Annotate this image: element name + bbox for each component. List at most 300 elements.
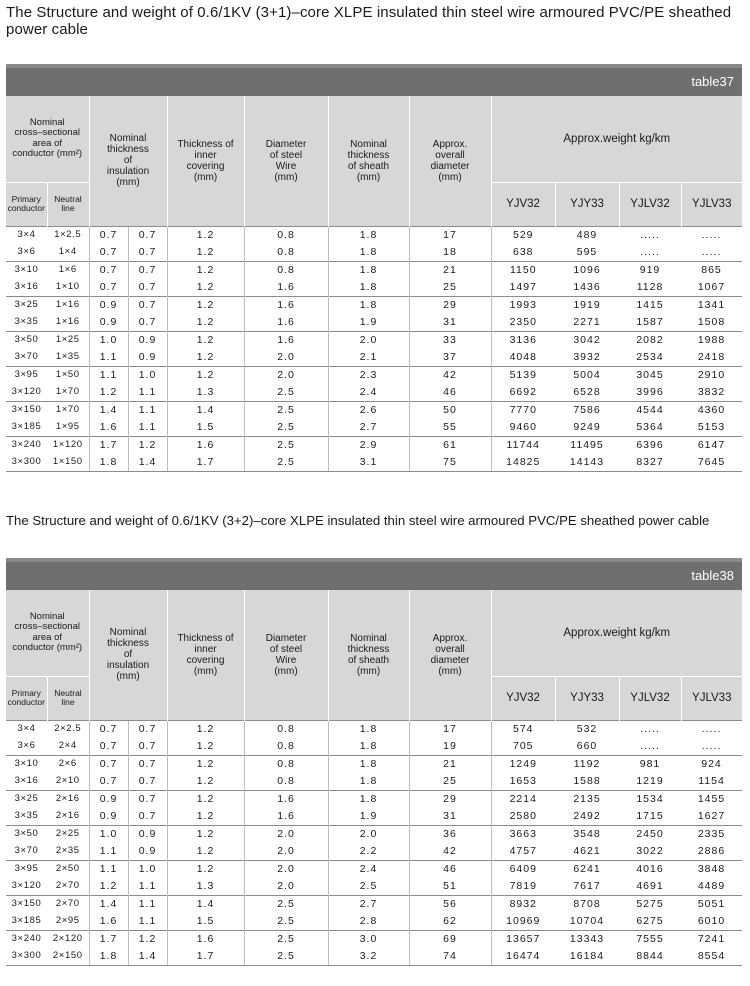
cell-primary-conductor: 3×10 bbox=[6, 261, 47, 278]
cell-weight-yjv32: 8932 bbox=[491, 895, 555, 912]
cell-sheath-thickness: 2.6 bbox=[328, 401, 409, 418]
cell-inner-covering: 1.5 bbox=[167, 418, 244, 436]
cell-weight-yjv32: 1150 bbox=[491, 261, 555, 278]
cell-weight-yjlv32: 7555 bbox=[619, 930, 681, 947]
cell-weight-yjy33: 489 bbox=[555, 226, 619, 243]
cell-neutral-line: 1×120 bbox=[47, 436, 89, 453]
cell-weight-yjv32: 574 bbox=[491, 720, 555, 737]
cell-primary-conductor: 3×4 bbox=[6, 226, 47, 243]
cell-insulation-primary: 0.7 bbox=[89, 772, 128, 790]
cell-weight-yjlv32: 919 bbox=[619, 261, 681, 278]
table-row bbox=[6, 860, 742, 877]
cell-inner-covering: 1.6 bbox=[167, 930, 244, 947]
cell-insulation-neutral: 0.9 bbox=[128, 348, 167, 366]
cell-weight-yjv32: 2350 bbox=[491, 313, 555, 331]
cell-inner-covering: 1.2 bbox=[167, 226, 244, 243]
cell-overall-diameter: 56 bbox=[409, 895, 491, 912]
cell-primary-conductor: 3×50 bbox=[6, 331, 47, 348]
cell-weight-yjlv33: 1154 bbox=[698, 774, 725, 787]
cell-insulation-neutral: 1.2 bbox=[128, 436, 167, 453]
table-row bbox=[6, 401, 742, 418]
cell-steel-wire-diameter: 0.8 bbox=[244, 261, 328, 278]
cell-inner-covering: 1.2 bbox=[167, 720, 244, 737]
cell-insulation-primary: 0.7 bbox=[89, 737, 128, 755]
cell-weight-yjv32: 9460 bbox=[491, 418, 555, 436]
cell-sheath-thickness: 2.8 bbox=[328, 912, 409, 930]
cell-weight-yjy33: 10704 bbox=[569, 914, 605, 927]
cell-insulation-primary: 0.9 bbox=[89, 313, 128, 331]
cell-steel-wire-diameter: 2.5 bbox=[244, 930, 328, 947]
cell-weight-yjy33: 595 bbox=[576, 245, 598, 258]
cell-inner-covering: 1.7 bbox=[167, 947, 244, 965]
cell-sheath-thickness: 2.7 bbox=[328, 895, 409, 912]
cell-weight-yjy33: 1192 bbox=[555, 755, 619, 772]
cell-inner-covering: 1.2 bbox=[167, 348, 244, 366]
cell-weight-yjlv32: ..... bbox=[619, 226, 681, 243]
cell-sheath-thickness: 3.1 bbox=[328, 453, 409, 471]
cell-primary-conductor: 3×95 bbox=[6, 366, 47, 383]
cell-steel-wire-diameter: 0.8 bbox=[244, 226, 328, 243]
cell-insulation-primary: 1.0 bbox=[89, 825, 128, 842]
cell-sheath-thickness: 3.0 bbox=[328, 930, 409, 947]
cell-weight-yjy33: 3932 bbox=[573, 350, 601, 363]
cell-overall-diameter: 18 bbox=[409, 243, 491, 261]
cell-weight-yjy33: 3042 bbox=[555, 331, 619, 348]
cell-steel-wire-diameter: 2.5 bbox=[244, 436, 328, 453]
cell-insulation-neutral: 0.9 bbox=[128, 331, 167, 348]
cell-insulation-neutral: 1.1 bbox=[128, 877, 167, 895]
cell-weight-yjlv33: 1988 bbox=[681, 331, 742, 348]
cell-insulation-primary: 0.7 bbox=[89, 261, 128, 278]
cell-inner-covering: 1.4 bbox=[167, 401, 244, 418]
cell-sheath-thickness: 2.4 bbox=[328, 860, 409, 877]
cell-overall-diameter: 74 bbox=[409, 947, 491, 965]
cell-insulation-primary: 1.2 bbox=[89, 383, 128, 401]
table-row bbox=[6, 226, 742, 243]
cell-weight-yjlv33: 1341 bbox=[681, 296, 742, 313]
cell-weight-yjlv33: 5051 bbox=[681, 895, 742, 912]
header-primary-conductor: Primary conductor bbox=[6, 182, 47, 226]
header-weight: Approx.weight kg/km bbox=[491, 96, 742, 182]
cell-overall-diameter: 61 bbox=[409, 436, 491, 453]
cell-weight-yjlv32: ..... bbox=[619, 720, 681, 737]
cell-weight-yjy33: 6241 bbox=[555, 860, 619, 877]
cell-weight-yjv32: 16474 bbox=[491, 947, 555, 965]
cell-sheath-thickness: 1.8 bbox=[328, 790, 409, 807]
cell-weight-yjv32: 6409 bbox=[491, 860, 555, 877]
cell-overall-diameter: 46 bbox=[409, 383, 491, 401]
cell-insulation-primary: 0.7 bbox=[89, 226, 128, 243]
cell-overall-diameter: 50 bbox=[409, 401, 491, 418]
cell-insulation-neutral: 1.0 bbox=[128, 366, 167, 383]
cell-inner-covering: 1.2 bbox=[167, 860, 244, 877]
cell-insulation-neutral: 1.1 bbox=[128, 418, 167, 436]
header-yjlv32: YJLV32 bbox=[619, 676, 681, 720]
cell-insulation-neutral: 0.7 bbox=[128, 313, 167, 331]
cell-weight-yjlv33: 7645 bbox=[681, 453, 742, 471]
header-primary-conductor: Primary conductor bbox=[6, 676, 47, 720]
cell-weight-yjy33: 13343 bbox=[555, 930, 619, 947]
cell-insulation-primary: 1.1 bbox=[89, 842, 128, 860]
cell-sheath-thickness: 1.8 bbox=[328, 772, 409, 790]
cell-weight-yjlv33: 3848 bbox=[681, 860, 742, 877]
cell-neutral-line: 1×150 bbox=[47, 453, 89, 471]
cell-weight-yjlv32: 981 bbox=[619, 755, 681, 772]
header-yjlv33: YJLV33 bbox=[681, 182, 742, 226]
table-row bbox=[6, 383, 742, 401]
header-sheath: Nominal thickness of sheath (mm) bbox=[328, 590, 409, 720]
cell-weight-yjv32: 1653 bbox=[491, 772, 555, 790]
cell-weight-yjy33: 1919 bbox=[555, 296, 619, 313]
cell-insulation-neutral: 0.7 bbox=[128, 737, 167, 755]
cell-insulation-primary: 0.7 bbox=[89, 720, 128, 737]
header-sheath: Nominal thickness of sheath (mm) bbox=[328, 96, 409, 226]
cell-weight-yjlv33: 2886 bbox=[697, 844, 726, 857]
cell-sheath-thickness: 2.9 bbox=[328, 436, 409, 453]
cell-primary-conductor: 3×300 bbox=[6, 947, 47, 965]
cell-insulation-primary: 1.4 bbox=[89, 401, 128, 418]
cell-sheath-thickness: 2.7 bbox=[328, 418, 409, 436]
table-row bbox=[6, 453, 742, 471]
cell-steel-wire-diameter: 2.0 bbox=[244, 842, 328, 860]
header-nominal-area: Nominal cross–sectional area of conductor (mm²) bbox=[6, 590, 89, 676]
table-label: table38 bbox=[691, 568, 734, 583]
cell-insulation-primary: 0.7 bbox=[89, 278, 128, 296]
cell-inner-covering: 1.2 bbox=[167, 737, 244, 755]
table-row bbox=[6, 261, 742, 278]
header-yjv32: YJV32 bbox=[491, 182, 555, 226]
cell-primary-conductor: 3×120 bbox=[11, 879, 42, 891]
cell-steel-wire-diameter: 2.5 bbox=[244, 947, 328, 965]
cell-neutral-line: 1×16 bbox=[47, 296, 89, 313]
cell-inner-covering: 1.2 bbox=[167, 278, 244, 296]
header-neutral-line: Neutral line bbox=[47, 676, 89, 720]
cell-overall-diameter: 29 bbox=[409, 790, 491, 807]
cell-overall-diameter: 17 bbox=[409, 720, 491, 737]
cell-weight-yjlv33: ..... bbox=[701, 739, 722, 752]
cell-neutral-line: 2×25 bbox=[47, 825, 89, 842]
cell-weight-yjy33: 2492 bbox=[573, 809, 601, 822]
cell-steel-wire-diameter: 2.5 bbox=[244, 453, 328, 471]
cell-primary-conductor: 3×10 bbox=[6, 755, 47, 772]
cell-primary-conductor: 3×16 bbox=[14, 280, 39, 292]
cell-steel-wire-diameter: 2.5 bbox=[244, 418, 328, 436]
table-title-bar bbox=[6, 64, 742, 96]
cell-insulation-primary: 1.4 bbox=[89, 895, 128, 912]
cell-primary-conductor: 3×25 bbox=[6, 790, 47, 807]
cell-weight-yjy33: 1588 bbox=[573, 774, 601, 787]
table-body bbox=[6, 226, 742, 471]
cell-sheath-thickness: 2.2 bbox=[328, 842, 409, 860]
cell-inner-covering: 1.2 bbox=[167, 261, 244, 278]
cell-primary-conductor: 3×150 bbox=[6, 401, 47, 418]
table-row bbox=[6, 436, 742, 453]
cell-insulation-primary: 0.7 bbox=[89, 243, 128, 261]
cell-neutral-line: 2×6 bbox=[47, 755, 89, 772]
cell-neutral-line: 2×120 bbox=[47, 930, 89, 947]
cell-insulation-primary: 0.9 bbox=[89, 807, 128, 825]
cell-weight-yjlv33: 924 bbox=[681, 755, 742, 772]
cell-primary-conductor: 3×25 bbox=[6, 296, 47, 313]
cell-weight-yjv32: 7819 bbox=[491, 877, 555, 895]
cell-weight-yjlv32: 1587 bbox=[636, 315, 664, 328]
cell-insulation-neutral: 1.4 bbox=[128, 453, 167, 471]
cell-weight-yjlv33: 1067 bbox=[697, 280, 726, 293]
cell-weight-yjv32: 638 bbox=[491, 243, 555, 261]
cell-weight-yjy33: 1436 bbox=[573, 280, 601, 293]
header-steel-wire: Diameter of steel Wire (mm) bbox=[244, 96, 328, 226]
cell-weight-yjlv33: ..... bbox=[681, 226, 742, 243]
cell-sheath-thickness: 2.4 bbox=[328, 383, 409, 401]
table-row bbox=[6, 331, 742, 348]
header-yjy33: YJY33 bbox=[555, 182, 619, 226]
cell-primary-conductor: 3×185 bbox=[11, 420, 42, 432]
cell-inner-covering: 1.3 bbox=[167, 383, 244, 401]
cell-sheath-thickness: 2.3 bbox=[328, 366, 409, 383]
cell-weight-yjy33: 660 bbox=[576, 739, 598, 752]
cell-sheath-thickness: 2.5 bbox=[328, 877, 409, 895]
cell-neutral-line: 1×70 bbox=[47, 401, 89, 418]
cell-weight-yjv32: 7770 bbox=[491, 401, 555, 418]
table-row bbox=[6, 296, 742, 313]
cell-insulation-primary: 1.6 bbox=[89, 912, 128, 930]
cell-neutral-line: 2×50 bbox=[47, 860, 89, 877]
cell-weight-yjlv33: 1455 bbox=[681, 790, 742, 807]
cell-overall-diameter: 17 bbox=[409, 226, 491, 243]
cell-weight-yjy33: 532 bbox=[555, 720, 619, 737]
cell-insulation-neutral: 0.7 bbox=[128, 772, 167, 790]
table-row bbox=[6, 947, 742, 965]
table-row bbox=[6, 807, 742, 825]
cell-weight-yjlv33: 7241 bbox=[681, 930, 742, 947]
cell-weight-yjlv33: ..... bbox=[681, 720, 742, 737]
cell-weight-yjy33: 11495 bbox=[555, 436, 619, 453]
cell-inner-covering: 1.6 bbox=[167, 436, 244, 453]
cell-inner-covering: 1.2 bbox=[167, 825, 244, 842]
cell-sheath-thickness: 1.8 bbox=[328, 720, 409, 737]
cell-weight-yjlv32: 6396 bbox=[619, 436, 681, 453]
cell-insulation-primary: 1.7 bbox=[89, 930, 128, 947]
cell-primary-conductor: 3×120 bbox=[11, 385, 42, 397]
cell-insulation-neutral: 1.1 bbox=[128, 383, 167, 401]
cell-weight-yjy33: 16184 bbox=[555, 947, 619, 965]
cell-steel-wire-diameter: 1.6 bbox=[244, 296, 328, 313]
table-row bbox=[6, 930, 742, 947]
cell-weight-yjlv33: ..... bbox=[701, 245, 722, 258]
cell-weight-yjlv32: 2534 bbox=[636, 350, 664, 363]
table-row bbox=[6, 895, 742, 912]
header-weight: Approx.weight kg/km bbox=[491, 590, 742, 676]
cable-spec-table bbox=[6, 590, 742, 966]
cell-overall-diameter: 46 bbox=[409, 860, 491, 877]
cell-steel-wire-diameter: 0.8 bbox=[244, 755, 328, 772]
cell-neutral-line: 2×2.5 bbox=[47, 720, 89, 737]
table-row bbox=[6, 243, 742, 261]
cell-overall-diameter: 37 bbox=[409, 348, 491, 366]
cell-primary-conductor: 3×300 bbox=[6, 453, 47, 471]
cell-weight-yjv32: 2214 bbox=[491, 790, 555, 807]
cell-neutral-line: 1×50 bbox=[47, 366, 89, 383]
cell-weight-yjlv32: 8327 bbox=[619, 453, 681, 471]
cell-primary-conductor: 3×50 bbox=[6, 825, 47, 842]
cell-weight-yjlv32: ..... bbox=[640, 245, 660, 258]
cell-primary-conductor: 3×240 bbox=[6, 930, 47, 947]
cell-weight-yjv32: 6692 bbox=[491, 383, 555, 401]
cell-weight-yjlv33: 865 bbox=[681, 261, 742, 278]
cell-inner-covering: 1.2 bbox=[167, 313, 244, 331]
cell-sheath-thickness: 2.0 bbox=[328, 825, 409, 842]
cell-steel-wire-diameter: 0.8 bbox=[244, 720, 328, 737]
cell-inner-covering: 1.2 bbox=[167, 296, 244, 313]
cell-inner-covering: 1.2 bbox=[167, 807, 244, 825]
cell-insulation-primary: 0.9 bbox=[89, 790, 128, 807]
cell-inner-covering: 1.5 bbox=[167, 912, 244, 930]
cell-overall-diameter: 55 bbox=[409, 418, 491, 436]
header-yjlv33: YJLV33 bbox=[681, 676, 742, 720]
cell-inner-covering: 1.2 bbox=[167, 790, 244, 807]
cell-inner-covering: 1.2 bbox=[167, 772, 244, 790]
cell-overall-diameter: 42 bbox=[409, 366, 491, 383]
table-row bbox=[6, 790, 742, 807]
header-neutral-line: Neutral line bbox=[47, 182, 89, 226]
cell-steel-wire-diameter: 2.5 bbox=[244, 383, 328, 401]
cell-overall-diameter: 31 bbox=[409, 313, 491, 331]
cell-overall-diameter: 21 bbox=[409, 755, 491, 772]
page-subtitle: The Structure and weight of 0.6/1KV (3+2)–core XLPE insulated thin steel wire armoured PVC/PE sheathed power cable bbox=[6, 513, 710, 528]
table-header bbox=[6, 590, 742, 720]
header-inner-covering: Thickness of inner covering (mm) bbox=[167, 96, 244, 226]
cell-neutral-line: 2×70 bbox=[55, 879, 80, 891]
cell-sheath-thickness: 1.8 bbox=[328, 261, 409, 278]
cell-weight-yjy33: 7617 bbox=[573, 879, 601, 892]
cell-neutral-line: 2×10 bbox=[55, 774, 80, 786]
cell-insulation-neutral: 0.7 bbox=[128, 807, 167, 825]
cell-sheath-thickness: 1.8 bbox=[328, 755, 409, 772]
cell-primary-conductor: 3×35 bbox=[14, 809, 39, 821]
cell-weight-yjlv33: 5153 bbox=[697, 420, 726, 433]
cell-insulation-neutral: 0.9 bbox=[128, 825, 167, 842]
cell-sheath-thickness: 2.0 bbox=[328, 331, 409, 348]
cell-insulation-primary: 1.8 bbox=[89, 947, 128, 965]
cell-weight-yjlv33: 1508 bbox=[697, 315, 726, 328]
cell-neutral-line: 2×70 bbox=[47, 895, 89, 912]
cell-neutral-line: 1×25 bbox=[47, 331, 89, 348]
cell-steel-wire-diameter: 1.6 bbox=[244, 278, 328, 296]
cell-weight-yjy33: 2135 bbox=[555, 790, 619, 807]
cell-overall-diameter: 25 bbox=[409, 278, 491, 296]
table-body bbox=[6, 720, 742, 965]
cell-weight-yjlv33: 2418 bbox=[697, 350, 726, 363]
cell-steel-wire-diameter: 2.5 bbox=[244, 895, 328, 912]
table-row bbox=[6, 755, 742, 772]
cell-sheath-thickness: 1.8 bbox=[328, 296, 409, 313]
cell-weight-yjlv32: 1219 bbox=[636, 774, 664, 787]
cell-primary-conductor: 3×185 bbox=[11, 914, 42, 926]
cell-neutral-line: 1×35 bbox=[55, 350, 80, 362]
cell-neutral-line: 2×95 bbox=[55, 914, 80, 926]
cell-overall-diameter: 25 bbox=[409, 772, 491, 790]
cell-neutral-line: 2×16 bbox=[47, 790, 89, 807]
cell-weight-yjy33: 6528 bbox=[573, 385, 601, 398]
cell-weight-yjlv32: 1415 bbox=[619, 296, 681, 313]
cell-weight-yjy33: 7586 bbox=[555, 401, 619, 418]
cell-insulation-neutral: 1.1 bbox=[128, 895, 167, 912]
page-title: The Structure and weight of 0.6/1KV (3+1)–core XLPE insulated thin steel wire armoured PVC/PE sheathed power cable bbox=[6, 4, 732, 38]
cell-steel-wire-diameter: 2.0 bbox=[244, 860, 328, 877]
cell-weight-yjlv32: 1715 bbox=[636, 809, 664, 822]
cell-overall-diameter: 36 bbox=[409, 825, 491, 842]
cell-weight-yjv32: 10969 bbox=[491, 912, 555, 930]
cell-steel-wire-diameter: 0.8 bbox=[244, 243, 328, 261]
cell-primary-conductor: 3×6 bbox=[17, 245, 36, 257]
cell-insulation-primary: 1.2 bbox=[89, 877, 128, 895]
cell-primary-conductor: 3×16 bbox=[14, 774, 39, 786]
cell-weight-yjlv33: 4489 bbox=[697, 879, 726, 892]
header-nominal-area: Nominal cross–sectional area of conductor (mm²) bbox=[6, 96, 89, 182]
cell-overall-diameter: 62 bbox=[409, 912, 491, 930]
table-title-bar bbox=[6, 558, 742, 590]
cell-weight-yjlv33: 8554 bbox=[681, 947, 742, 965]
cell-weight-yjlv32: 4016 bbox=[619, 860, 681, 877]
cell-neutral-line: 1×16 bbox=[55, 315, 80, 327]
cell-insulation-neutral: 1.1 bbox=[128, 912, 167, 930]
cell-insulation-neutral: 0.7 bbox=[128, 296, 167, 313]
cell-weight-yjlv33: 4360 bbox=[681, 401, 742, 418]
cell-primary-conductor: 3×4 bbox=[6, 720, 47, 737]
cell-insulation-primary: 1.6 bbox=[89, 418, 128, 436]
cell-insulation-neutral: 1.4 bbox=[128, 947, 167, 965]
cell-insulation-primary: 1.1 bbox=[89, 860, 128, 877]
cell-insulation-neutral: 0.7 bbox=[128, 243, 167, 261]
table-row bbox=[6, 720, 742, 737]
cell-inner-covering: 1.2 bbox=[167, 243, 244, 261]
cell-neutral-line: 2×150 bbox=[47, 947, 89, 965]
cell-weight-yjlv32: 1534 bbox=[619, 790, 681, 807]
cell-steel-wire-diameter: 2.0 bbox=[244, 348, 328, 366]
cell-insulation-neutral: 0.7 bbox=[128, 261, 167, 278]
cell-weight-yjlv32: 2082 bbox=[619, 331, 681, 348]
cell-overall-diameter: 69 bbox=[409, 930, 491, 947]
cell-insulation-neutral: 0.7 bbox=[128, 226, 167, 243]
cell-insulation-primary: 0.7 bbox=[89, 755, 128, 772]
cell-steel-wire-diameter: 1.6 bbox=[244, 331, 328, 348]
table-row bbox=[6, 348, 742, 366]
table-header bbox=[6, 96, 742, 226]
cell-neutral-line: 1×6 bbox=[47, 261, 89, 278]
cell-steel-wire-diameter: 2.5 bbox=[244, 401, 328, 418]
cell-sheath-thickness: 1.8 bbox=[328, 278, 409, 296]
cell-weight-yjv32: 1249 bbox=[491, 755, 555, 772]
cell-steel-wire-diameter: 1.6 bbox=[244, 790, 328, 807]
cell-weight-yjlv32: 3045 bbox=[619, 366, 681, 383]
cell-insulation-neutral: 0.7 bbox=[128, 790, 167, 807]
cell-insulation-neutral: 0.7 bbox=[128, 720, 167, 737]
cell-overall-diameter: 33 bbox=[409, 331, 491, 348]
table-row bbox=[6, 737, 742, 755]
cell-primary-conductor: 3×6 bbox=[17, 739, 36, 751]
cell-steel-wire-diameter: 2.0 bbox=[244, 877, 328, 895]
cell-insulation-primary: 0.9 bbox=[89, 296, 128, 313]
cell-overall-diameter: 31 bbox=[409, 807, 491, 825]
cell-steel-wire-diameter: 0.8 bbox=[244, 772, 328, 790]
cell-weight-yjv32: 1497 bbox=[491, 278, 555, 296]
cell-overall-diameter: 51 bbox=[409, 877, 491, 895]
cell-overall-diameter: 19 bbox=[409, 737, 491, 755]
cell-insulation-neutral: 1.0 bbox=[128, 860, 167, 877]
cell-primary-conductor: 3×150 bbox=[6, 895, 47, 912]
cell-steel-wire-diameter: 2.0 bbox=[244, 366, 328, 383]
header-insulation: Nominal thickness of insulation (mm) bbox=[89, 590, 167, 720]
